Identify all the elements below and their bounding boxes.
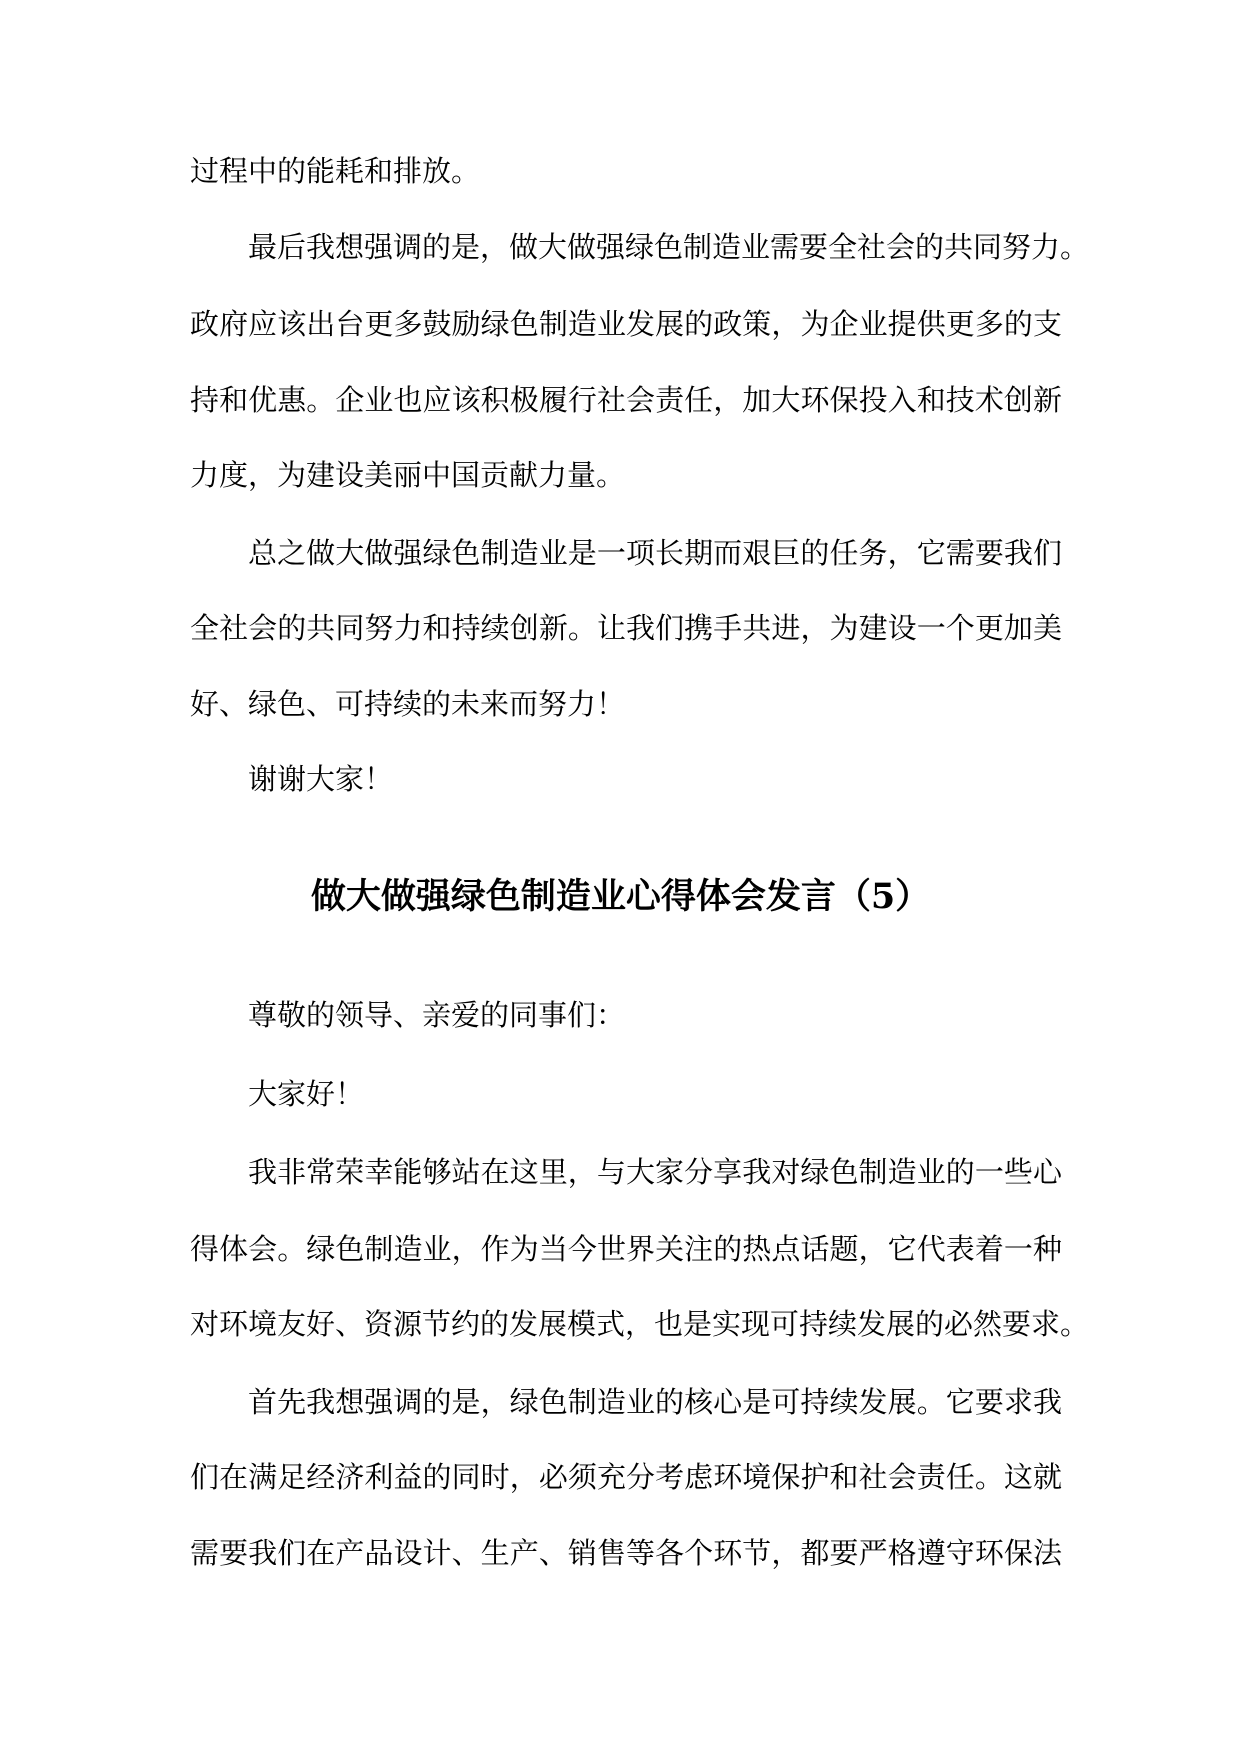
paragraph-line: 得体会。绿色制造业，作为当今世界关注的热点话题，它代表着一种	[190, 1232, 1062, 1266]
paragraph-line: 首先我想强调的是，绿色制造业的核心是可持续发展。它要求我	[248, 1385, 1062, 1419]
salutation: 尊敬的领导、亲爱的同事们：	[248, 998, 626, 1032]
paragraph-line: 政府应该出台更多鼓励绿色制造业发展的政策，为企业提供更多的支	[190, 307, 1062, 341]
section-title: 做大做强绿色制造业心得体会发言（5）	[310, 876, 931, 917]
paragraph-line: 最后我想强调的是，做大做强绿色制造业需要全社会的共同努力。	[248, 230, 1090, 264]
paragraph-line: 好、绿色、可持续的未来而努力！	[190, 687, 626, 721]
closing-line: 谢谢大家！	[248, 762, 394, 796]
paragraph-line: 需要我们在产品设计、生产、销售等各个环节，都要严格遵守环保法	[190, 1536, 1062, 1570]
paragraph-line: 对环境友好、资源节约的发展模式，也是实现可持续发展的必然要求。	[190, 1307, 1090, 1341]
paragraph-line: 力度，为建设美丽中国贡献力量。	[190, 458, 626, 492]
greeting: 大家好！	[248, 1077, 365, 1111]
paragraph-line: 持和优惠。企业也应该积极履行社会责任，加大环保投入和技术创新	[190, 383, 1062, 417]
paragraph-line: 全社会的共同努力和持续创新。让我们携手共进，为建设一个更加美	[190, 611, 1062, 645]
paragraph-line: 我非常荣幸能够站在这里，与大家分享我对绿色制造业的一些心	[248, 1155, 1062, 1189]
paragraph-line: 过程中的能耗和排放。	[190, 154, 481, 188]
paragraph-line: 们在满足经济利益的同时，必须充分考虑环境保护和社会责任。这就	[190, 1460, 1062, 1494]
paragraph-line: 总之做大做强绿色制造业是一项长期而艰巨的任务，它需要我们	[248, 536, 1062, 570]
